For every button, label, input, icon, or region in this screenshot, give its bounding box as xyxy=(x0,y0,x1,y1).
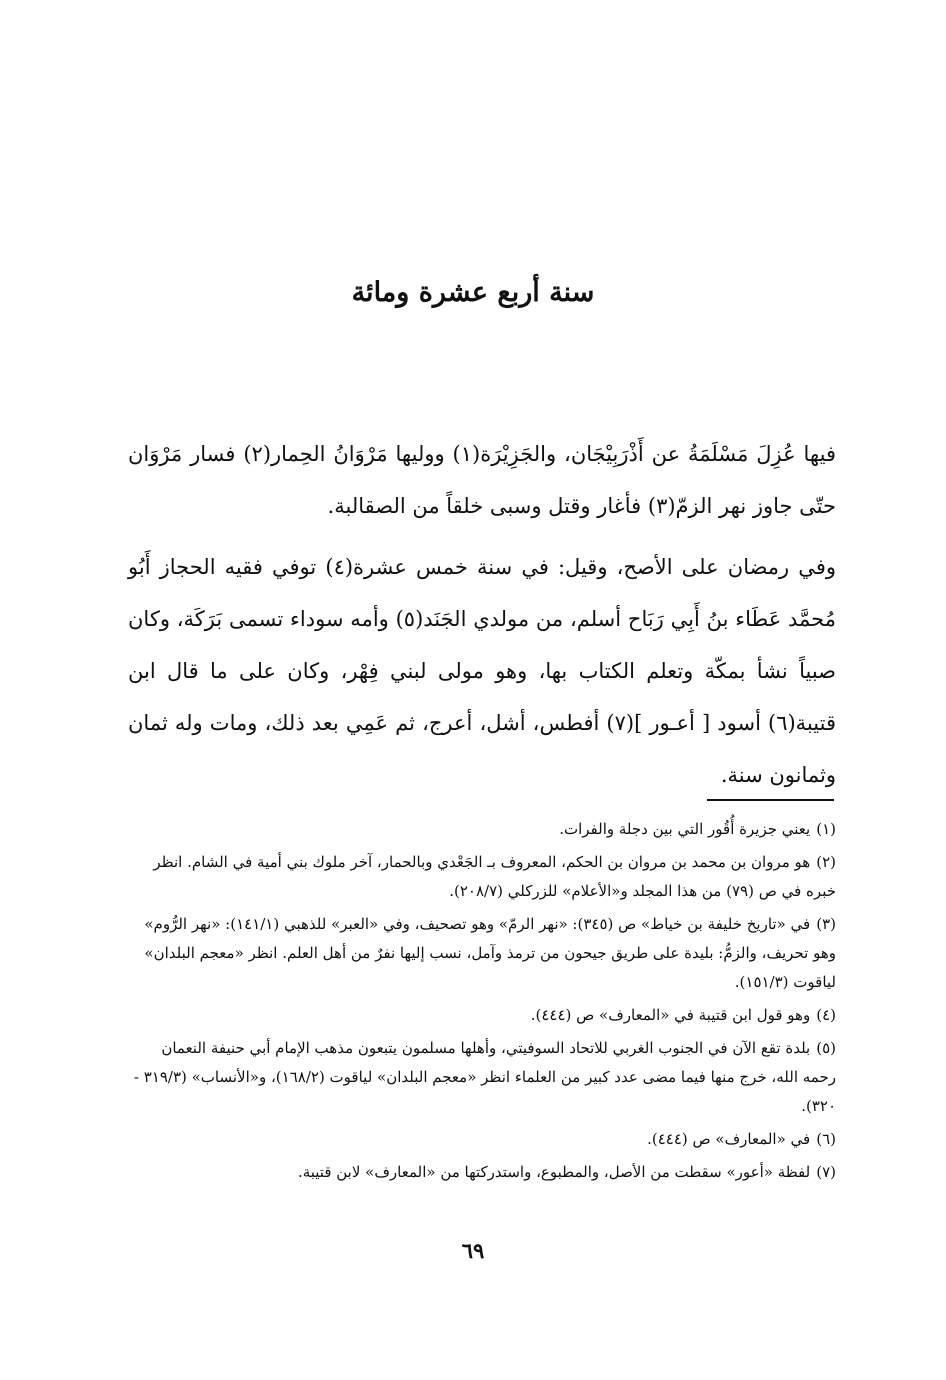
footnote-text: هو مروان بن محمد بن مروان بن الحكم، المعروف بـ الجَعْدي وبالحمار، آخر ملوك بني أمية في الشام. انظر خبره في ص (٧٩) من هذا المجلد و«الأعلام» للزركلي (٢٠٨/٧). xyxy=(153,853,836,900)
footnote-3 xyxy=(128,910,836,997)
paragraph-1: فيها عُزِلَ مَسْلَمَةُ عن أَذْرَبِيْجَان، والجَزِيْرَة(١) ووليها مَرْوَانُ الحِمار(٢) فسار مَرْوَان حتّى جاوز نهر الزمّ(٣) فأغار وقتل وسبى خلقاً من الصقالبة. xyxy=(128,442,836,518)
footnotes xyxy=(128,815,836,1191)
footnote-text: بلدة تقع الآن في الجنوب الغربي للاتحاد السوفيتي، وأهلها مسلمون يتبعون مذهب الإمام أبي حنيفة النعمان رحمه الله، خرج منها فيما مضى عدد كبير من العلماء انظر «معجم البلدان» لياقوت (١٦٨/٢)، و«الأنساب» (٣١٩/٣ - ٣٢٠). xyxy=(133,1039,836,1115)
footnote-text: وهو قول ابن قتيبة في «المعارف» ص (٤٤٤). xyxy=(530,1006,811,1024)
footnote-1 xyxy=(128,815,836,844)
footnote-number: (٥) xyxy=(816,1039,836,1057)
footnote-7 xyxy=(128,1158,836,1187)
footnote-number: (٢) xyxy=(816,853,836,871)
footnote-number: (٦) xyxy=(816,1130,836,1148)
footnote-text: يعني جزيرة أُقُور التي بين دجلة والفرات. xyxy=(559,820,811,838)
footnote-text: في «المعارف» ص (٤٤٤). xyxy=(647,1130,811,1148)
footnote-text: في «تاريخ خليفة بن خياط» ص (٣٤٥): «نهر الرمّ» وهو تصحيف، وفي «العبر» للذهبي (١٤١/١): «نهر الرُّوم» وهو تحريف، والزمُّ: بليدة على طريق جيحون من ترمذ وآمل، نسب إليها نفرٌ من أهل العلم. انظر «معجم البلدان» لياقوت (١٥١/٣). xyxy=(144,915,836,991)
footnote-6 xyxy=(128,1125,836,1154)
footnote-number: (٤) xyxy=(816,1006,836,1024)
main-text xyxy=(128,428,836,801)
footnote-number: (١) xyxy=(816,820,836,838)
footnote-separator xyxy=(707,799,834,801)
chapter-heading: سنة أربع عشرة ومائة xyxy=(351,277,595,308)
footnote-2 xyxy=(128,848,836,906)
footnote-text: لفظة «أعور» سقطت من الأصل، والمطبوع، واستدركتها من «المعارف» لابن قتيبة. xyxy=(297,1163,811,1181)
footnote-5 xyxy=(128,1034,836,1121)
page-number: ٦٩ xyxy=(461,1238,485,1263)
footnote-4 xyxy=(128,1001,836,1030)
footnote-number: (٣) xyxy=(816,915,836,933)
paragraph-2: وفي رمضان على الأصح، وقيل: في سنة خمس عشرة(٤) توفي فقيه الحجاز أَبُو مُحمَّد عَطَاء بنُ أَبِي رَبَاح أسلم، من مولدي الجَنَد(٥) وأمه سوداء تسمى بَرَكَة، وكان صبياً نشأ بمكّة وتعلم الكتاب بها، وهو مولى لبني فِهْر، وكان على ما قال ابن قتيبة(٦) أسود [ أعـور ](٧) أفطس، أشل، أعرج، ثم عَمِي بعد ذلك، ومات وله ثمان وثمانون سنة. xyxy=(128,555,836,787)
footnote-number: (٧) xyxy=(816,1163,836,1181)
